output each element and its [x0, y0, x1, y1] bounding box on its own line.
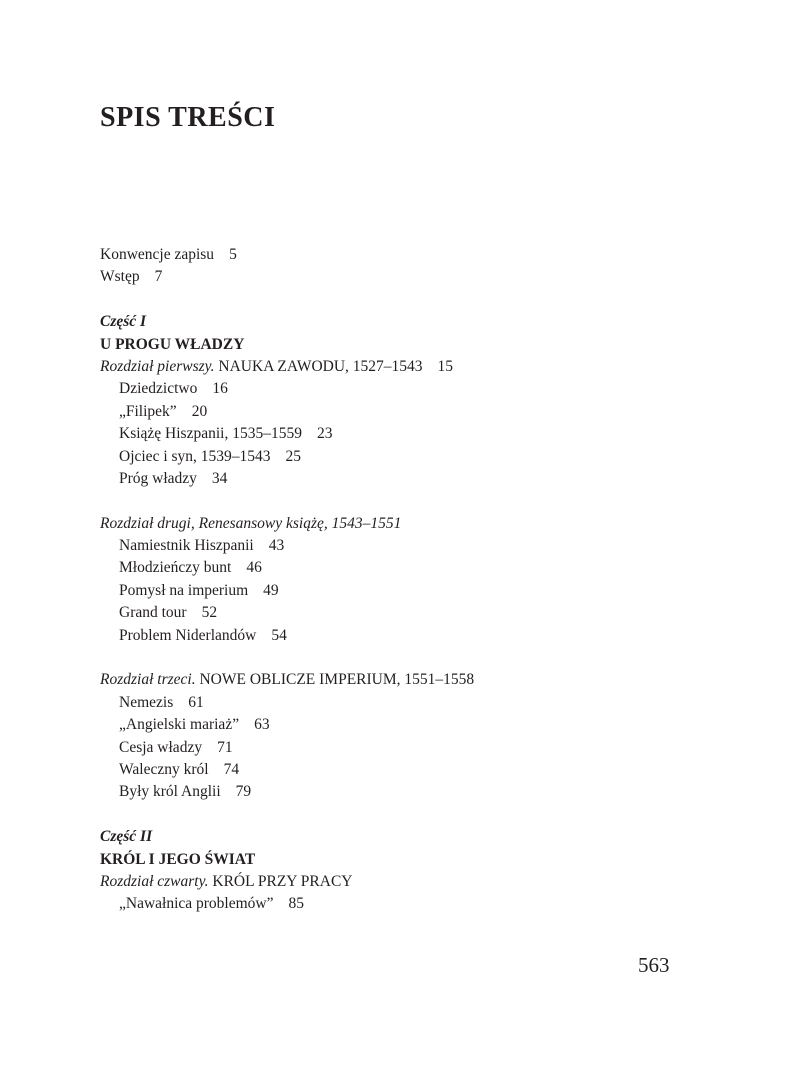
chapter-page: 15: [437, 357, 454, 375]
toc-entry[interactable]: [100, 602, 700, 624]
entry-label: Ojciec i syn, 1539–1543: [119, 447, 271, 465]
chapter-title: NAUKA ZAWODU, 1527–1543: [218, 357, 423, 375]
toc-entry[interactable]: [100, 423, 700, 445]
spacer: [100, 804, 700, 826]
toc-entry[interactable]: [100, 446, 700, 468]
entry-page: 43: [268, 537, 285, 555]
table-of-contents: [100, 244, 700, 916]
chapter-heading[interactable]: Rozdział drugi, Renesansowy książę, 1543–1551: [100, 514, 402, 532]
entry-page: 20: [191, 402, 208, 420]
entry-label: Młodzieńczy bunt: [119, 559, 232, 577]
toc-entry-conventions[interactable]: [100, 244, 700, 266]
page-title: SPIS TREŚCI: [100, 102, 276, 133]
toc-entry[interactable]: [100, 401, 700, 423]
chapter-prefix: Rozdział trzeci.: [100, 671, 196, 689]
entry-page: 71: [217, 738, 233, 756]
toc-entry[interactable]: [100, 580, 700, 602]
entry-label: Namiestnik Hiszpanii: [119, 537, 254, 555]
toc-entry[interactable]: [100, 468, 700, 490]
entry-page: 16: [212, 380, 228, 398]
toc-entry[interactable]: [100, 714, 700, 736]
entry-label: Próg władzy: [119, 469, 197, 487]
entry-label: „Nawałnica problemów”: [119, 895, 274, 913]
spacer: [100, 490, 700, 512]
entry-page: 34: [211, 469, 228, 487]
entry-page: 7: [154, 268, 163, 286]
toc-entry[interactable]: [100, 692, 700, 714]
entry-label: Waleczny król: [119, 760, 209, 778]
entry-label: Problem Niderlandów: [119, 626, 257, 644]
entry-page: 61: [188, 693, 204, 711]
part-label: Część I: [100, 313, 147, 331]
entry-label: Cesja władzy: [119, 738, 203, 756]
toc-entry[interactable]: [100, 781, 700, 803]
entry-label: Wstęp: [100, 268, 140, 286]
toc-entry[interactable]: [100, 737, 700, 759]
entry-page: 52: [201, 604, 218, 622]
page-number: 563: [638, 953, 670, 977]
entry-label: „Angielski mariaż”: [119, 716, 240, 734]
entry-page: 54: [271, 626, 287, 644]
toc-entry[interactable]: [100, 557, 700, 579]
chapter-prefix: Rozdział czwarty.: [100, 872, 209, 890]
part-title: U PROGU WŁADZY: [100, 335, 245, 353]
part-title: KRÓL I JEGO ŚWIAT: [100, 850, 256, 868]
entry-label: Grand tour: [119, 604, 187, 622]
chapter-title: KRÓL PRZY PRACY: [212, 872, 353, 890]
chapter-heading[interactable]: [100, 356, 700, 378]
entry-label: Książę Hiszpanii, 1535–1559: [119, 425, 302, 443]
entry-label: Pomysł na imperium: [119, 581, 249, 599]
chapter-heading[interactable]: [100, 669, 700, 691]
entry-label: Dziedzictwo: [119, 380, 198, 398]
toc-entry[interactable]: [100, 535, 700, 557]
entry-page: 85: [288, 895, 305, 913]
entry-page: 25: [285, 447, 302, 465]
entry-page: 79: [235, 783, 252, 801]
toc-entry[interactable]: [100, 893, 700, 915]
entry-label: Nemezis: [119, 693, 174, 711]
chapter-prefix: Rozdział pierwszy.: [100, 357, 215, 375]
entry-page: 23: [316, 425, 333, 443]
toc-entry[interactable]: [100, 759, 700, 781]
part-label: Część II: [100, 828, 153, 846]
toc-entry[interactable]: [100, 378, 700, 400]
spacer: [100, 647, 700, 669]
entry-page: 5: [229, 246, 237, 263]
entry-label: Konwencje zapisu: [100, 246, 215, 263]
entry-label: „Filipek”: [119, 402, 177, 420]
entry-page: 74: [223, 760, 240, 778]
entry-page: 63: [254, 716, 270, 734]
chapter-title: NOWE OBLICZE IMPERIUM, 1551–1558: [199, 671, 475, 689]
entry-label: Były król Anglii: [119, 783, 221, 801]
toc-entry-introduction[interactable]: [100, 266, 700, 288]
entry-page: 49: [263, 581, 279, 599]
toc-entry[interactable]: [100, 625, 700, 647]
chapter-heading[interactable]: [100, 871, 700, 893]
spacer: [100, 289, 700, 311]
entry-page: 46: [246, 559, 262, 577]
